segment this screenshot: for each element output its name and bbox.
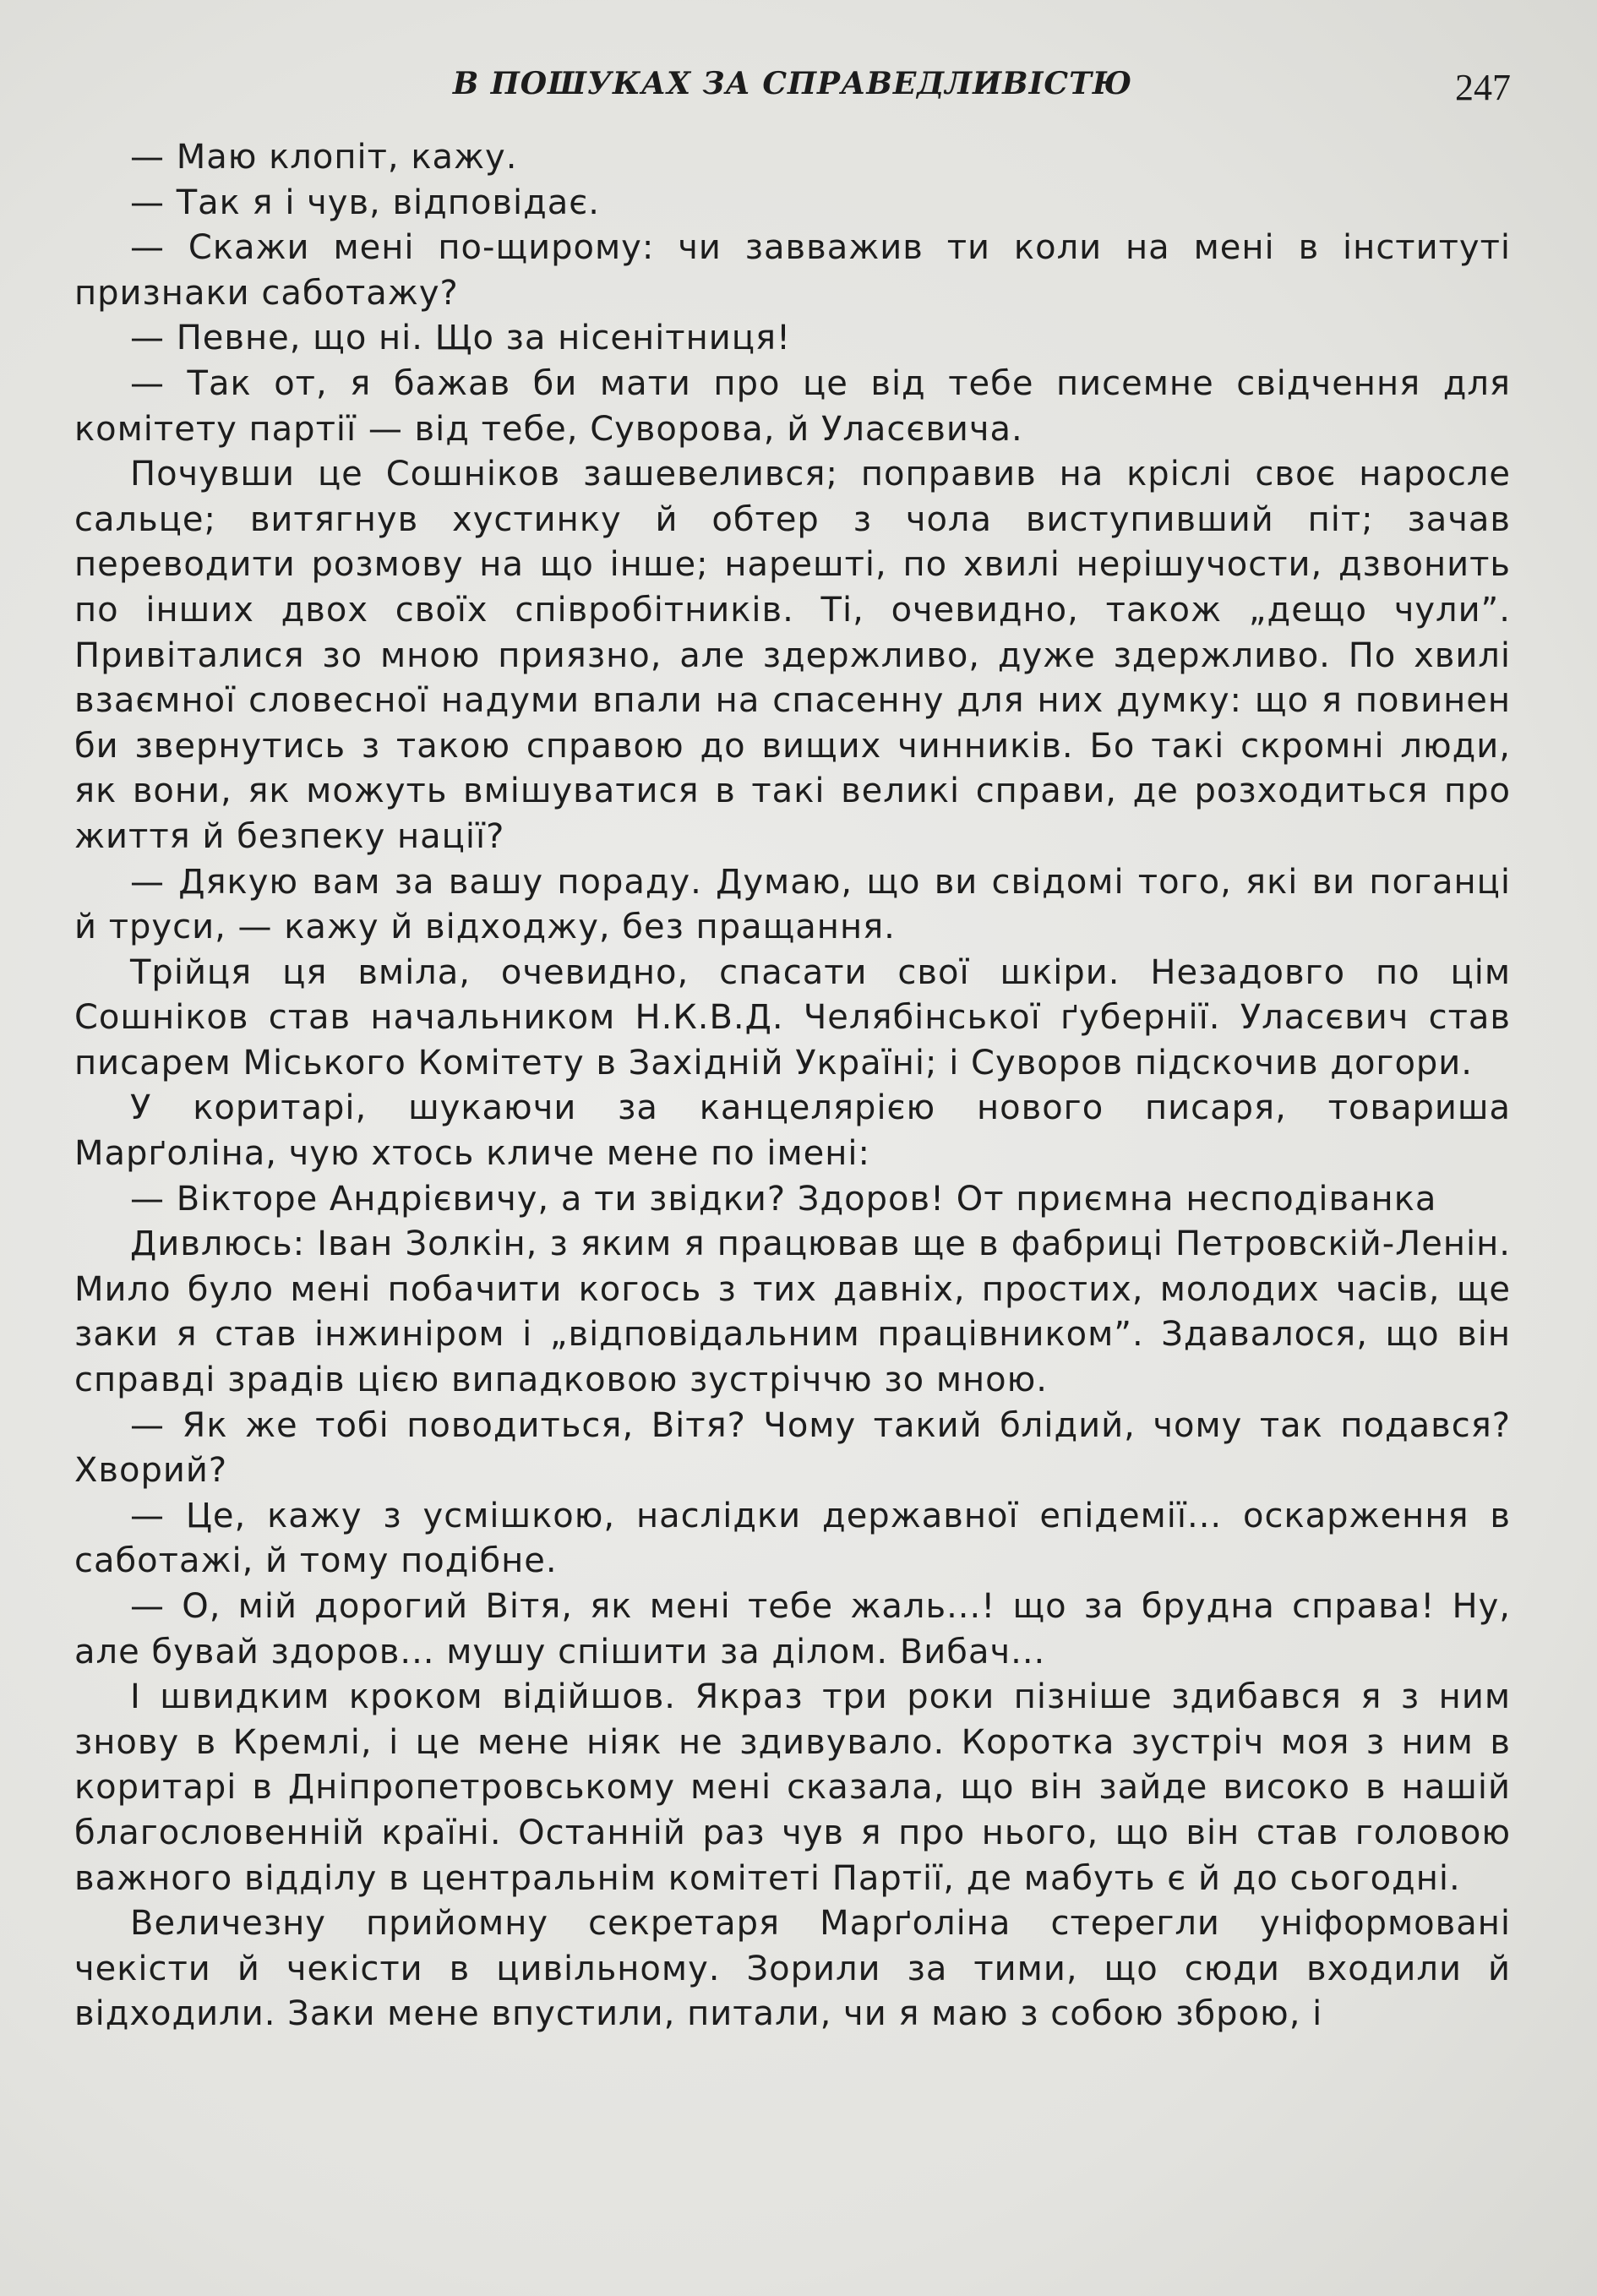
paragraph: — Маю клопіт, кажу. (130, 138, 518, 177)
paragraph: — О, мій дорогий Вітя, як мені тебе жаль...! що за брудна справа! Ну, але бувай здоров... мушу спішити за ділом. Вибач... (74, 1587, 1511, 1672)
paragraph: — Певне, що ні. Що за нісенітниця! (130, 319, 792, 358)
paragraph: Трійця ця вміла, очевидно, спасати свої шкіри. Незадовго по цім Сошніков став начальником Н.К.В.Д. Челябінської ґубернії. Уласєвич став писарем Міського Комітету в Західній Україні; і Суворов підскочив догори. (74, 952, 1511, 1083)
page-header (74, 66, 1511, 117)
body-text (74, 135, 1511, 2037)
paragraph: — Як же тобі поводиться, Вітя? Чому такий блідий, чому так подався? Хворий? (74, 1405, 1511, 1491)
paragraph: Дивлюсь: Іван Золкін, з яким я працював ще в фабриці Петровскій-Ленін. Мило було мені побачити когось з тих давніх, простих, молодих часів, ще заки я став інжиніром і „відповідальним працівником”. Здавалося, що він справді зрадів цією випадковою зустріччю зо мною. (74, 1224, 1511, 1400)
paragraph: — Так я і чув, відповідає. (130, 183, 600, 222)
running-title: В ПОШУКАХ ЗА СПРАВЕДЛИВІСТЮ (452, 66, 1133, 101)
paragraph: І швидким кроком відійшов. Якраз три роки пізніше здибався я з ним знову в Кремлі, і це мене ніяк не здивувало. Коротка зустріч моя з ним в коритарі в Дніпропетровському мені сказала, що він зайде високо в нашій благословенній країні. Останній раз чув я про нього, що він став головою важного відділу в центральнім комітеті Партії, де мабуть є й до сьогодні. (74, 1677, 1511, 1898)
paragraph: Величезну прийомну секретаря Марґоліна стерегли уніформовані чекісти й чекісти в цивільному. Зорили за тими, що сюди входили й відходили. Заки мене впустили, питали, чи я маю з собою зброю, і (74, 1904, 1511, 2034)
paragraph: У коритарі, шукаючи за канцелярією нового писаря, товариша Марґоліна, чую хтось кличе мене по імені: (74, 1088, 1511, 1174)
paragraph: Почувши це Сошніков зашевелився; поправив на кріслі своє наросле сальце; витягнув хустинку й обтер з чола виступивший піт; зачав переводити розмову на що інше; нарешті, по хвилі нерішучости, дзвонить по інших двох своїх співробітників. Ті, очевидно, також „дещо чули”. Привіталися зо мною приязно, але здержливо, дуже здержливо. По хвилі взаємної словесної надуми впали на спасенну для них думку: що я повинен би звернутись з такою справою до вищих чинників. Бо такі скромні люди, як вони, як можуть вмішуватися в такі великі справи, де розходиться про життя й безпеку нації? (74, 455, 1511, 856)
paragraph: — Скажи мені по-щирому: чи завважив ти коли на мені в інституті признаки саботажу? (74, 228, 1511, 313)
paragraph: — Так от, я бажав би мати про це від тебе писемне свідчення для комітету партії — від тебе, Суворова, й Уласєвича. (74, 363, 1511, 449)
paragraph: — Це, кажу з усмішкою, наслідки державної епідемії... оскарження в саботажі, й тому подібне. (74, 1496, 1511, 1581)
paragraph: — Вікторе Андрієвичу, а ти звідки? Здоров! От приємна несподіванка (130, 1179, 1437, 1219)
page-number: 247 (1455, 67, 1511, 108)
paragraph: — Дякую вам за вашу пораду. Думаю, що ви свідомі того, які ви поганці й труси, — кажу й відходжу, без пращання. (74, 862, 1511, 947)
